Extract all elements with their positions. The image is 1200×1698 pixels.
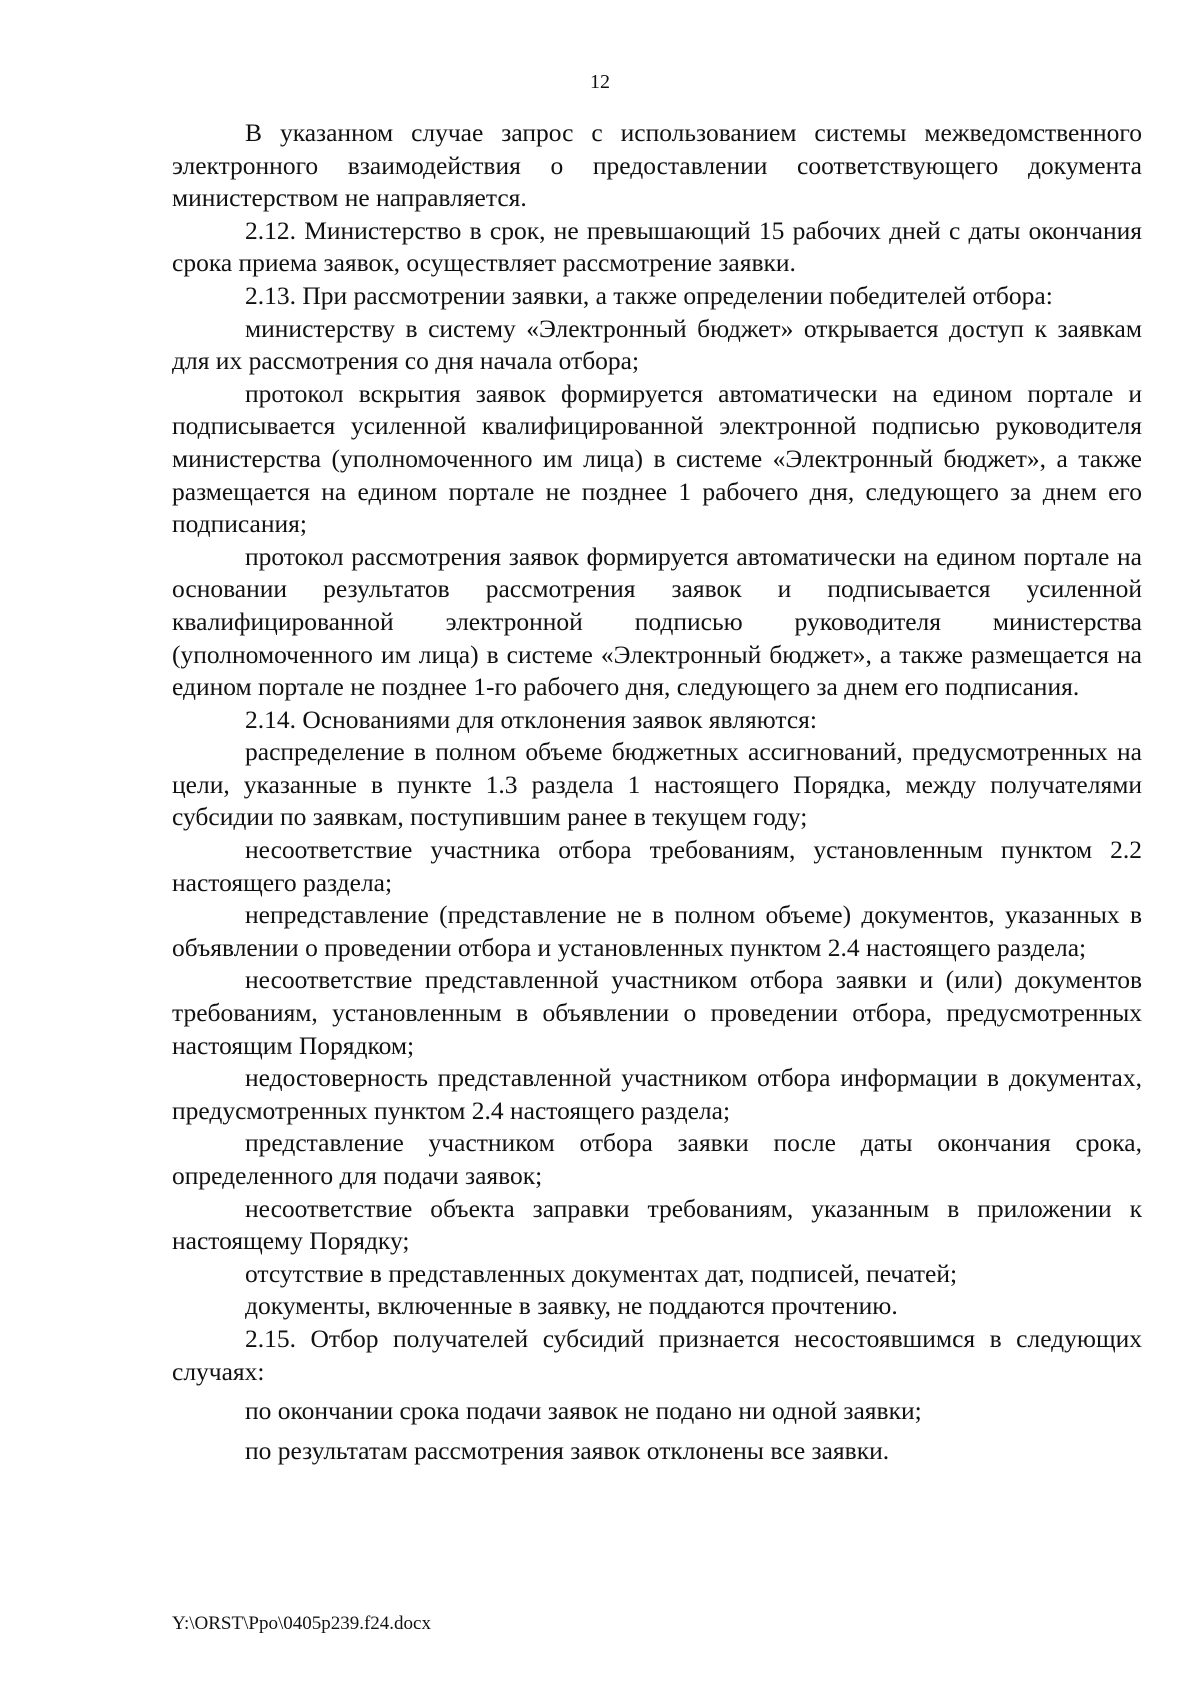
page-number: 12	[590, 71, 610, 93]
paragraph: недостоверность представленной участником отбора информации в документах, предусмотренных пунктом 2.4 настоящего раздела;	[172, 1063, 1142, 1125]
paragraph: распределение в полном объеме бюджетных ассигнований, предусмотренных на цели, указанные в пункте 1.3 раздела 1 настоящего Порядка, между получателями субсидии по заявкам, поступившим ранее в текущем году;	[172, 737, 1142, 832]
document-body	[172, 117, 1142, 1467]
paragraph: несоответствие объекта заправки требованиям, указанным в приложении к настоящему Порядку;	[172, 1193, 1142, 1256]
paragraph: документы, включенные в заявку, не поддаются прочтению.	[245, 1291, 898, 1321]
paragraph: по результатам рассмотрения заявок отклонены все заявки.	[245, 1435, 890, 1465]
footer-file-path: Y:\ORST\Ppo\0405p239.f24.docx	[172, 1613, 431, 1634]
paragraph: представление участником отбора заявки после даты окончания срока, определенного для подачи заявок;	[172, 1128, 1142, 1190]
paragraph: 2.12. Министерство в срок, не превышающий 15 рабочих дней с даты окончания срока приема заявок, осуществляет рассмотрение заявки.	[172, 215, 1142, 278]
paragraph: непредставление (представление не в полном объеме) документов, указанных в объявлении о проведении отбора и установленных пунктом 2.4 настоящего раздела;	[172, 900, 1142, 962]
paragraph: по окончании срока подачи заявок не подано ни одной заявки;	[245, 1396, 922, 1426]
paragraph: 2.14. Основаниями для отклонения заявок являются:	[245, 704, 817, 734]
paragraph: протокол рассмотрения заявок формируется автоматически на едином портале на основании результатов рассмотрения заявок и подписывается усиленной квалифицированной электронной подписью руководителя министерства (уполномоченного им лица) в системе «Электронный бюджет», а также размещается на едином портале не позднее 1-го рабочего дня, следующего за днем его подписания.	[172, 541, 1142, 702]
paragraph: 2.15. Отбор получателей субсидий признается несостоявшимся в следующих случаях:	[172, 1323, 1142, 1386]
paragraph: 2.13. При рассмотрении заявки, а также определении победителей отбора:	[245, 280, 1053, 310]
paragraph: несоответствие участника отбора требованиям, установленным пунктом 2.2 настоящего раздела;	[172, 835, 1142, 897]
paragraph: В указанном случае запрос с использованием системы межведомственного электронного взаимодействия о предоставлении соответствующего документа министерством не направляется.	[172, 118, 1142, 213]
paragraph: отсутствие в представленных документах дат, подписей, печатей;	[245, 1258, 958, 1288]
paragraph: министерству в систему «Электронный бюджет» открывается доступ к заявкам для их рассмотрения со дня начала отбора;	[172, 313, 1142, 376]
paragraph: несоответствие представленной участником отбора заявки и (или) документов требованиям, установленным в объявлении о проведении отбора, предусмотренных настоящим Порядком;	[172, 965, 1142, 1060]
paragraph: протокол вскрытия заявок формируется автоматически на едином портале и подписывается усиленной квалифицированной электронной подписью руководителя министерства (уполномоченного им лица) в системе «Электронный бюджет», а также размещается на едином портале не позднее 1 рабочего дня, следующего за днем его подписания;	[172, 378, 1142, 539]
